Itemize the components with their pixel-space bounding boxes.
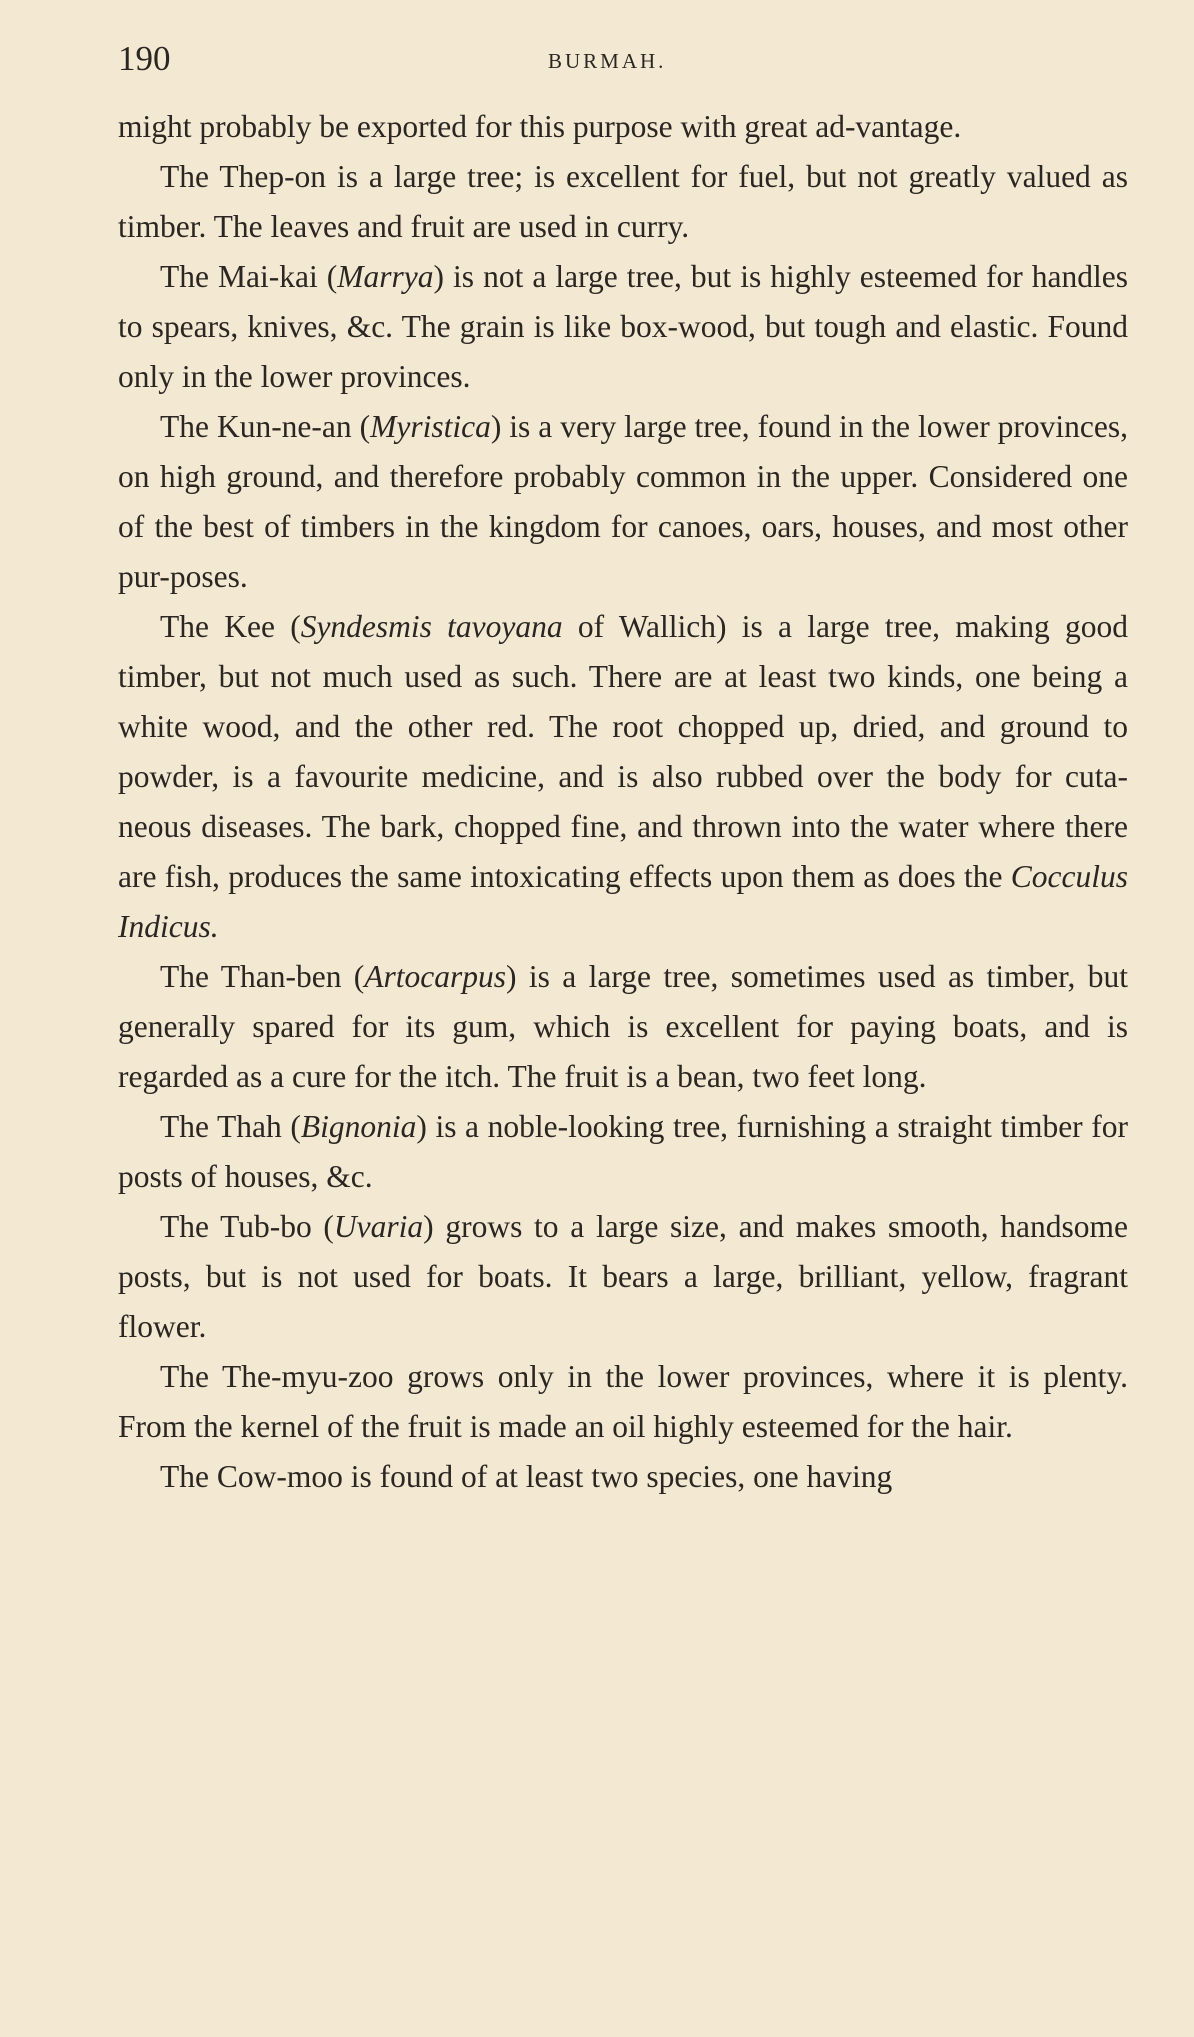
paragraph [118,952,1128,1102]
paragraph [118,102,1128,152]
text-segment: ) is not a large tree, but is highly esteemed for handles to spears, knives, &c. The grain is like box-wood, but tough and elastic. Found only in the lower provinces. [118,259,1128,394]
text-segment: The Than-ben ( [160,959,365,994]
latin-name: Cocculus Indicus. [118,859,1128,944]
paragraph [118,1352,1128,1452]
text-segment: The Thep-on is a large tree; is excellent for fuel, but not greatly valued as timber. The leaves and fruit are used in curry. [118,159,1128,244]
paragraph [118,152,1128,252]
text-segment: The Tub-bo ( [160,1209,334,1244]
latin-name: Bignonia [300,1109,417,1144]
text-segment: might probably be exported for this purpose with great ad-vantage. [118,109,962,144]
text-segment: The Cow-moo is found of at least two species, one having [160,1459,893,1494]
text-segment: The The-myu-zoo grows only in the lower provinces, where it is plenty. From the kernel of the fruit is made an oil highly esteemed for the hair. [118,1359,1128,1444]
latin-name: Marrya [337,259,434,294]
text-segment: of Wallich) is a large tree, making good timber, but not much used as such. There are at least two kinds, one being a white wood, and the other red. The root chopped up, dried, and ground to powder, is a favourite medicine, and is also rubbed over the body for cuta-neous diseases. The bark, chopped fine, and thrown into the water where there are fish, produces the same intoxicating effects upon them as does the [118,609,1128,894]
latin-name: Myristica [370,409,491,444]
paragraph [118,1202,1128,1352]
text-segment: The Mai-kai ( [160,259,338,294]
text-segment: ) is a very large tree, found in the lower provinces, on high ground, and therefore probably common in the upper. Considered one of the best of timbers in the kingdom for canoes, oars, houses, and most other pur-poses. [118,409,1129,594]
paragraph [118,1452,1128,1502]
text-segment: The Kun-ne-an ( [160,409,371,444]
body-text [118,102,1128,1502]
paragraph [118,402,1128,602]
text-segment: The Kee ( [160,609,301,644]
page-header [118,34,1128,84]
paragraph [118,602,1128,952]
text-segment: The Thah ( [160,1109,301,1144]
text-segment: ) grows to a large size, and makes smooth, handsome posts, but is not used for boats. It bears a large, brilliant, yellow, fragrant flower. [118,1209,1128,1344]
latin-name: Uvaria [333,1209,424,1244]
text-segment: ) is a large tree, sometimes used as timber, but generally spared for its gum, which is excellent for paying boats, and is regarded as a cure for the itch. The fruit is a bean, two feet long. [118,959,1128,1094]
text-segment: ) is a noble-looking tree, furnishing a straight timber for posts of houses, &c. [118,1109,1129,1194]
latin-name: Artocarpus [364,959,507,994]
page-number: 190 [118,39,171,78]
paragraph [118,252,1128,402]
running-head: BURMAH. [548,49,667,73]
paragraph [118,1102,1128,1202]
latin-name: Syndesmis tavoyana [300,609,563,644]
